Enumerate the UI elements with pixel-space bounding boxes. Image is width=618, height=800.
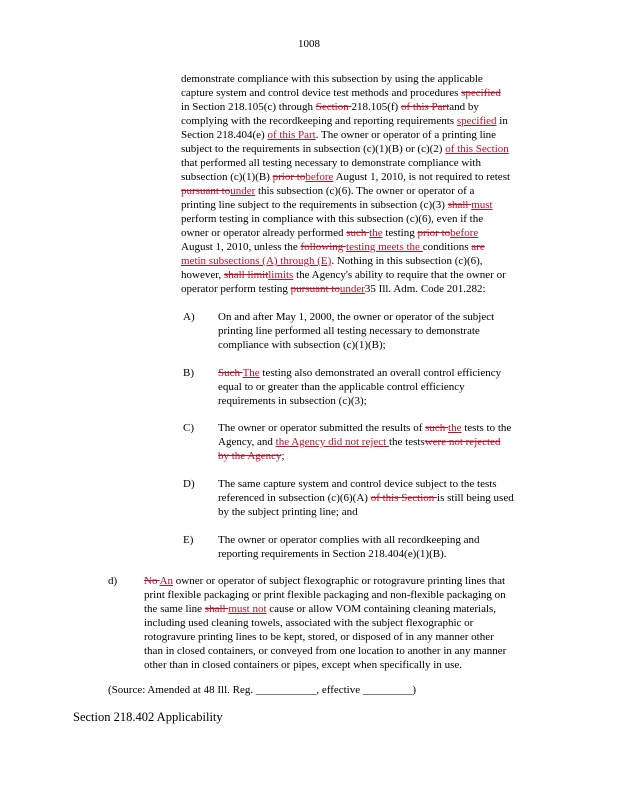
text-line: however, shall limitlimits the Agency's ability to require that the owner or [181,269,506,281]
deleted-text: Section [315,101,352,113]
inserted-text: under [230,185,256,197]
text-line: subject to the requirements in subsection (c)(1)(B) or (c)(2) of this Section [181,143,509,155]
inserted-text: before [305,171,334,183]
section-heading: Section 218.402 Applicability [73,710,223,724]
inserted-text: under [339,283,365,295]
text-line: requirements in subsection (c)(3); [218,395,367,407]
deleted-text: specified [461,87,501,99]
text-line: metin subsections (A) through (E). Nothing in this subsection (c)(6), [181,255,483,267]
inserted-text: met [181,255,198,267]
inserted-text: must [471,199,493,211]
deleted-text: Such [218,367,243,379]
text-line: by the Agency; [218,450,285,462]
deleted-text: were not rejected [424,436,501,448]
text-line: compliance with subsection (c)(1)(B); [218,339,386,351]
item-body [218,366,563,408]
inserted-text: The [242,367,260,379]
text-line: by the subject printing line; and [218,506,358,518]
item-label: E) [183,534,194,546]
deleted-text: shall limit [223,269,269,281]
text-line: printing line subject to the requirements in subsection (c)(3) shall must [181,199,493,211]
text-line: that performed all testing necessary to demonstrate compliance with [181,157,481,169]
inserted-text: limits [268,269,294,281]
inserted-text: before [450,227,479,239]
deleted-text: are [471,241,485,253]
text-line: capture system and control device test methods and procedures specified [181,87,501,99]
page-number: 1008 [298,38,320,50]
subsection-body [144,574,564,672]
item-body [218,310,563,352]
text-line: subsection (c)(1)(B) prior tobefore August 1, 2010, is not required to retest [181,171,511,183]
deleted-text: by the Agency [218,450,282,462]
text-line: reporting requirements in Section 218.404(e)(1)(B). [218,548,447,560]
text-line: print flexible packaging or print flexible packaging and non-flexible packaging on [144,589,506,601]
inserted-text: must not [228,603,267,615]
deleted-text: such [346,227,370,239]
text-line: No An owner or operator of subject flexographic or rotogravure printing lines that [144,575,506,587]
text-line: operator perform testing pursuant tounder35 Ill. Adm. Code 201.282: [181,283,486,295]
text-line: the same line shall must not cause or allow VOM containing cleaning materials, [144,603,497,615]
inserted-text: in subsections (A) through (E) [197,255,332,267]
deleted-text: prior to [272,171,306,183]
text-line: other than in closed containers or pipes, except when specifically in use. [144,659,462,671]
item-label: C) [183,422,194,434]
inserted-text: the Agency did not reject [275,436,389,448]
deleted-text: shall [447,199,472,211]
item-label: B) [183,367,194,379]
source-note: (Source: Amended at 48 Ill. Reg. ___________, effective _________) [108,684,417,696]
text-line: than in closed containers, or conveyed from one location to another in any manner [144,645,507,657]
inserted-text: the [448,422,462,434]
deleted-text: shall [204,603,229,615]
text-line: August 1, 2010, unless the following testing meets the conditions are [181,241,485,253]
main-paragraph [181,72,549,296]
item-body [218,477,563,519]
deleted-text: of this Section [370,492,438,504]
text-line: Section 218.404(e) of this Part. The owner or operator of a printing line [181,129,497,141]
item-label: A) [183,311,195,323]
item-body [218,421,563,463]
text-line: demonstrate compliance with this subsection by using the applicable [181,73,483,85]
deleted-text: such [425,422,449,434]
item-label: D) [183,478,195,490]
inserted-text: An [159,575,174,587]
text-line: in Section 218.105(c) through Section 218.105(f) of this Partand by [181,101,479,113]
text-line: printing line performed all testing necessary to demonstrate [218,325,480,337]
deleted-text: No [144,575,160,587]
text-line: The owner or operator complies with all recordkeeping and [218,534,480,546]
item-body [218,533,563,561]
text-line: owner or operator already performed such the testing prior tobefore [181,227,479,239]
inserted-text: of this Part [267,129,316,141]
text-line: complying with the recordkeeping and reporting requirements specified in [181,115,508,127]
text-line: On and after May 1, 2000, the owner or operator of the subject [218,311,495,323]
inserted-text: of this Section [445,143,509,155]
inserted-text: specified [456,115,497,127]
text-line: Agency, and the Agency did not reject the testswere not rejected [218,436,501,448]
subsection-label: d) [108,575,118,587]
text-line: perform testing in compliance with this subsection (c)(6), even if the [181,213,484,225]
inserted-text: testing meets the [346,241,423,253]
inserted-text: the [369,227,383,239]
text-line: Such The testing also demonstrated an overall control efficiency [218,367,502,379]
text-line: The same capture system and control device subject to the tests [218,478,497,490]
deleted-text: following [300,241,347,253]
deleted-text: prior to [417,227,451,239]
text-line: equal to or greater than the applicable control efficiency [218,381,465,393]
text-line: including used cleaning towels, associated with the subject flexographic or [144,617,474,629]
text-line: referenced in subsection (c)(6)(A) of this Section is still being used [218,492,514,504]
deleted-text: of this Part [400,101,450,113]
text-line: The owner or operator submitted the results of such the tests to the [218,422,512,434]
deleted-text: pursuant to [181,185,231,197]
deleted-text: pursuant to [290,283,340,295]
text-line: rotogravure printing lines to be kept, stored, or disposed of in any manner other [144,631,494,643]
text-line: pursuant tounder this subsection (c)(6). The owner or operator of a [181,185,475,197]
